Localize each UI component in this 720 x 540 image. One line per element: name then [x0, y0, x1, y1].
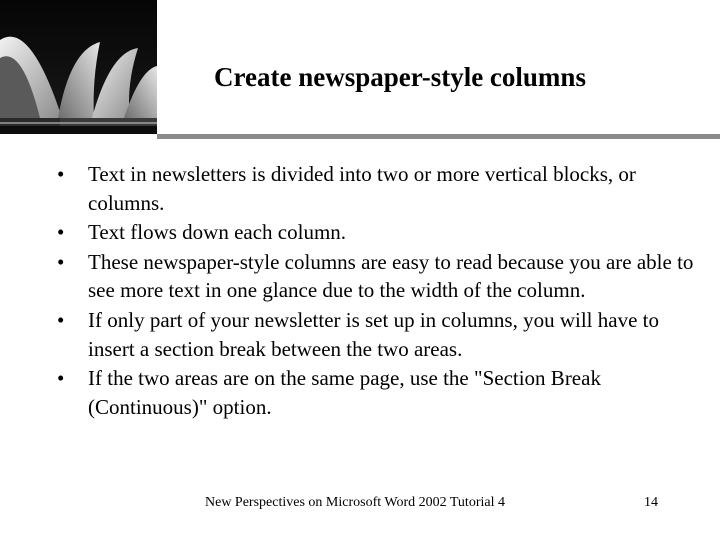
bullet-dot-icon: • — [57, 220, 65, 245]
bullet-text: Text in newsletters is divided into two or more vertical blocks, or columns. — [88, 162, 636, 215]
bullet-text: If only part of your newsletter is set up in columns, you will have to insert a section break between the two areas. — [88, 307, 659, 361]
bullet-text: If the two areas are on the same page, use the "Section Break (Continuous)" option. — [88, 366, 601, 419]
slide-title: Create newspaper-style columns — [214, 62, 586, 92]
bullet-item — [57, 248, 697, 305]
bullet-dot-icon: • — [57, 249, 65, 274]
bullet-text: These newspaper-style columns are easy to read because you are able to see more text in one glance due to the width of the column. — [88, 249, 694, 303]
bullet-item — [57, 306, 697, 363]
bullet-list — [57, 160, 697, 422]
page-number: 14 — [644, 495, 658, 510]
bullet-dot-icon: • — [57, 366, 65, 391]
opera-house-photo — [0, 0, 157, 134]
bullet-item — [57, 364, 697, 421]
bullet-dot-icon: • — [57, 162, 65, 186]
title-divider — [157, 134, 720, 139]
bullet-dot-icon: • — [57, 307, 65, 332]
bullet-text: Text flows down each column. — [88, 220, 347, 245]
footer-caption: New Perspectives on Microsoft Word 2002 Tutorial 4 — [205, 495, 505, 510]
bullet-item — [57, 160, 697, 217]
bullet-item — [57, 218, 697, 247]
